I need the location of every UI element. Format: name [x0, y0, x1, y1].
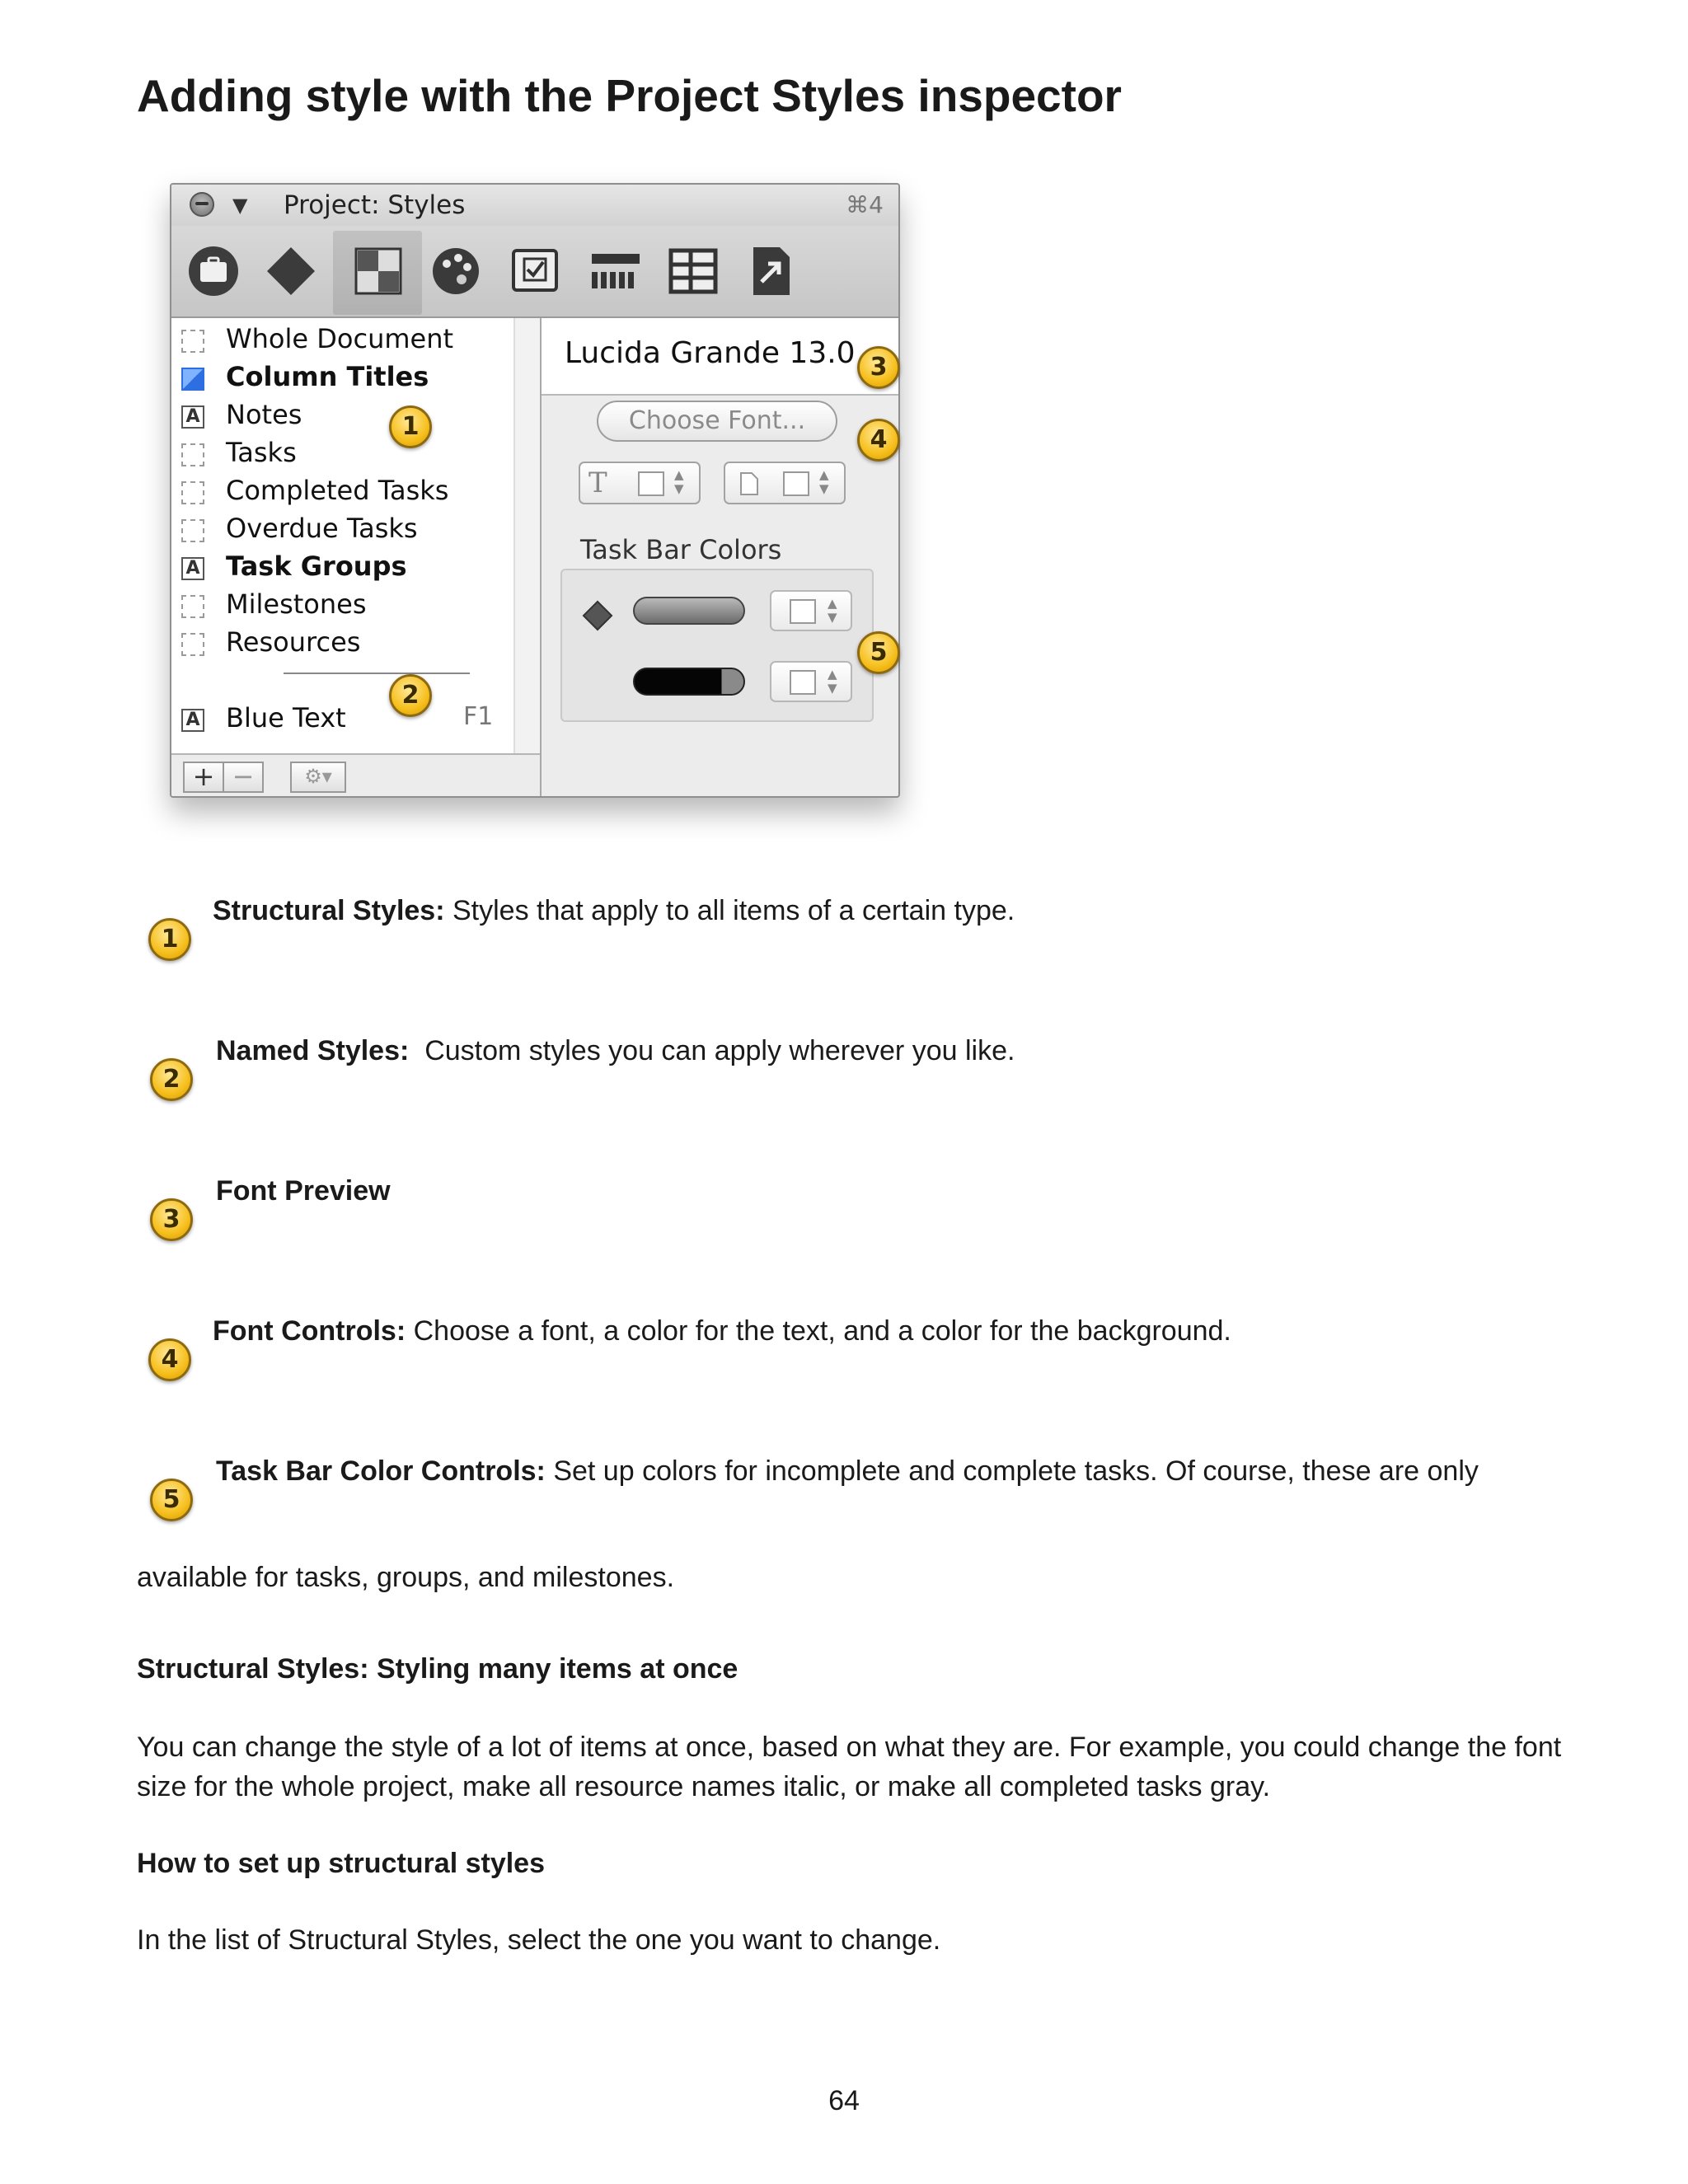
legend-term: Structural Styles: [213, 895, 445, 926]
font-preview-area [542, 318, 898, 396]
named-style-blue-text[interactable]: Blue Text [226, 702, 346, 733]
color-palette-icon[interactable] [429, 244, 483, 298]
legend-text [213, 895, 1015, 927]
color-well [783, 471, 809, 496]
style-marker [181, 595, 204, 618]
style-item-completed-tasks[interactable]: Completed Tasks [226, 475, 449, 506]
style-item-milestones[interactable]: Milestones [226, 588, 367, 620]
page-number: 64 [828, 2085, 860, 2116]
section-heading: How to set up structural styles [137, 1848, 545, 1879]
style-marker [181, 481, 204, 504]
legend-description: Set up colors for incomplete and complete tasks. Of course, these are only [545, 1455, 1479, 1487]
color-well [638, 471, 664, 496]
styles-list [171, 318, 540, 753]
stepper-arrows-icon: ▲ ▼ [819, 467, 829, 496]
stepper-arrows-icon: ▲ ▼ [828, 667, 837, 696]
legend-description: Custom styles you can apply wherever you like. [409, 1035, 1015, 1066]
font-preview-text: Lucida Grande 13.0 [565, 336, 856, 370]
callout-badge-5: 5 [150, 1479, 193, 1521]
text-color-glyph: T [588, 466, 607, 499]
legend-term: Named Styles: [216, 1035, 410, 1066]
project-styles-inspector [170, 183, 900, 798]
callout-badge-3: 3 [857, 346, 900, 389]
legend-term: Task Bar Color Controls: [216, 1455, 546, 1487]
styles-list-scrollbar[interactable] [513, 318, 542, 753]
inspector-toolbar [171, 226, 898, 318]
callout-badge-2: 2 [389, 674, 432, 717]
style-item-resources[interactable]: Resources [226, 626, 361, 658]
incomplete-task-bar [633, 597, 745, 625]
legend-continuation: available for tasks, groups, and milestones. [137, 1562, 675, 1593]
remove-style-button[interactable]: − [223, 762, 264, 793]
style-item-tasks[interactable]: Tasks [226, 437, 297, 468]
task-bar-colors-label: Task Bar Colors [580, 534, 782, 565]
page-icon [738, 471, 760, 496]
style-marker-a-icon: A [181, 405, 204, 429]
complete-task-bar [633, 668, 745, 696]
named-style-shortcut: F1 [463, 702, 494, 731]
callout-badge-1: 1 [148, 918, 191, 961]
stepper-arrows-icon: ▲ ▼ [828, 596, 837, 625]
gear-menu-icon[interactable]: ⚙▾ [290, 762, 346, 793]
legend-text [216, 1175, 391, 1207]
legend-term: Font Preview [216, 1175, 391, 1207]
milestone-diamond-icon [583, 601, 613, 631]
style-marker [181, 368, 204, 391]
legend-text [213, 1315, 1231, 1347]
style-item-column-titles[interactable]: Column Titles [226, 361, 429, 392]
milestone-diamond-icon[interactable] [264, 244, 318, 298]
add-style-button[interactable]: + [183, 762, 224, 793]
page-title: Adding style with the Project Styles inspector [137, 70, 1122, 121]
briefcase-icon[interactable] [186, 244, 241, 298]
callout-badge-2: 2 [150, 1058, 193, 1101]
checkbox-document-icon[interactable] [508, 244, 562, 298]
export-document-icon[interactable] [743, 244, 798, 298]
legend-text [216, 1455, 1479, 1488]
styles-icon[interactable] [351, 244, 406, 298]
style-marker [181, 633, 204, 656]
style-item-notes[interactable]: Notes [226, 399, 302, 430]
section-heading: Structural Styles: Styling many items at once [137, 1653, 738, 1685]
styles-list-footer [171, 753, 540, 798]
window-title: Project: Styles [284, 190, 466, 220]
style-marker-a-icon: A [181, 557, 204, 580]
complete-bar-color-popup[interactable] [770, 661, 852, 702]
disclosure-triangle-icon[interactable]: ▼ [232, 194, 248, 217]
legend-text [216, 1035, 1015, 1067]
callout-badge-5: 5 [857, 631, 900, 674]
table-icon[interactable] [666, 244, 720, 298]
style-item-overdue-tasks[interactable]: Overdue Tasks [226, 513, 418, 544]
close-icon[interactable] [190, 192, 214, 217]
stepper-arrows-icon: ▲ ▼ [674, 467, 684, 496]
named-styles-separator [284, 673, 470, 674]
background-color-popup[interactable] [724, 462, 846, 504]
style-marker [181, 519, 204, 542]
callout-badge-1: 1 [389, 405, 432, 448]
legend-description: Styles that apply to all items of a certain type. [444, 895, 1015, 926]
window-titlebar [171, 185, 898, 226]
callout-badge-4: 4 [148, 1338, 191, 1381]
style-marker [181, 443, 204, 466]
color-well [790, 599, 816, 624]
callout-badge-3: 3 [150, 1198, 193, 1241]
text-color-popup[interactable] [579, 462, 701, 504]
style-item-task-groups[interactable]: Task Groups [226, 551, 407, 582]
paragraph: In the list of Structural Styles, select the one you want to change. [137, 1924, 941, 1956]
legend-description: Choose a font, a color for the text, and a color for the background. [406, 1315, 1231, 1347]
callout-badge-4: 4 [857, 419, 900, 462]
task-bar-colors-group [560, 569, 874, 722]
window-shortcut: ⌘4 [846, 191, 884, 218]
incomplete-bar-color-popup[interactable] [770, 590, 852, 631]
color-well [790, 670, 816, 695]
style-marker-a-icon: A [181, 709, 204, 732]
timeline-icon[interactable] [588, 244, 643, 298]
style-item-whole-document[interactable]: Whole Document [226, 323, 454, 354]
style-marker [181, 330, 204, 353]
choose-font-button[interactable]: Choose Font... [597, 401, 837, 442]
legend-term: Font Controls: [213, 1315, 406, 1347]
paragraph: You can change the style of a lot of items at once, based on what they are. For example, you could change the font size for the whole project, make all resource names italic, or make all completed tasks gray. [137, 1732, 1562, 1802]
